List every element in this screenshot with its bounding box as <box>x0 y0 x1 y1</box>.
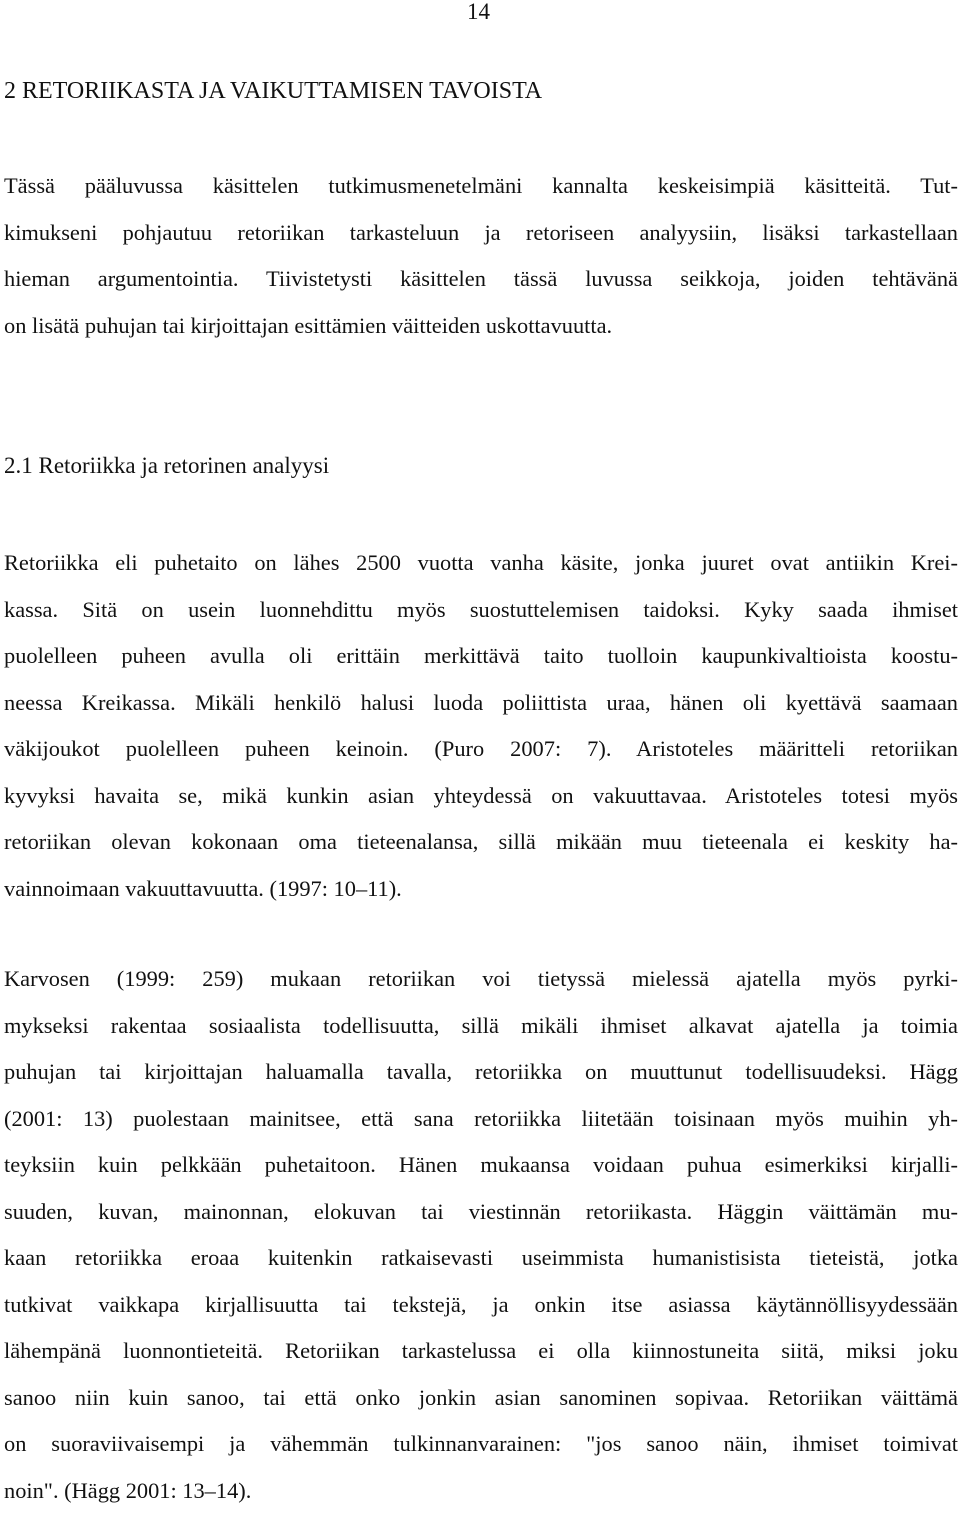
text-line: suuden, kuvan, mainonnan, elokuvan tai viestinnän retoriikasta. Häggin väittämän mu- <box>4 1189 958 1236</box>
chapter-heading: 2 RETORIIKASTA JA VAIKUTTAMISEN TAVOISTA <box>4 76 542 106</box>
text-line: Tässä pääluvussa käsittelen tutkimusmenetelmäni kannalta keskeisimpiä käsitteitä. Tut- <box>4 163 958 210</box>
text-line: vainnoimaan vakuuttavuutta. (1997: 10–11). <box>4 866 958 913</box>
text-line: neessa Kreikassa. Mikäli henkilö halusi luoda poliittista uraa, hänen oli kyettävä saamaan <box>4 680 958 727</box>
text-line: puhujan tai kirjoittajan haluamalla tavalla, retoriikka on muuttunut todellisuudeksi. Hägg <box>4 1049 958 1096</box>
text-line: on suoraviivaisempi ja vähemmän tulkinnanvarainen: "jos sanoo näin, ihmiset toimivat <box>4 1421 958 1468</box>
text-line: mykseksi rakentaa sosiaalista todellisuutta, sillä mikäli ihmiset alkavat ajatella ja toimia <box>4 1003 958 1050</box>
text-line: kassa. Sitä on usein luonnehdittu myös suostuttelemisen taidoksi. Kyky saada ihmiset <box>4 587 958 634</box>
text-line: retoriikan olevan kokonaan oma tieteenalansa, sillä mikään muu tieteenala ei keskity ha- <box>4 819 958 866</box>
section-heading: 2.1 Retoriikka ja retorinen analyysi <box>4 451 329 481</box>
text-line: (2001: 13) puolestaan mainitsee, että sana retoriikka liitetään toisinaan myös muihin yh- <box>4 1096 958 1143</box>
text-line: Karvosen (1999: 259) mukaan retoriikan voi tietyssä mielessä ajatella myös pyrki- <box>4 956 958 1003</box>
text-line: väkijoukot puolelleen puheen keinoin. (Puro 2007: 7). Aristoteles määritteli retoriikan <box>4 726 958 773</box>
text-line: noin". (Hägg 2001: 13–14). <box>4 1468 958 1514</box>
paragraph-rhetoric <box>4 540 958 912</box>
text-line: lähempänä luonnontieteitä. Retoriikan tarkastelussa ei olla kiinnostuneita siitä, miksi joku <box>4 1328 958 1375</box>
text-line: teyksiin kuin pelkkään puhetaitoon. Hänen mukaansa voidaan puhua esimerkiksi kirjalli- <box>4 1142 958 1189</box>
text-line: kaan retoriikka eroaa kuitenkin ratkaisevasti useimmista humanistisista tieteistä, jotka <box>4 1235 958 1282</box>
text-line: Retoriikka eli puhetaito on lähes 2500 vuotta vanha käsite, jonka juuret ovat antiikin Krei- <box>4 540 958 587</box>
paragraph-karvonen <box>4 956 958 1514</box>
text-line: hieman argumentointia. Tiivistetysti käsittelen tässä luvussa seikkoja, joiden tehtävänä <box>4 256 958 303</box>
text-line: kyvyksi havaita se, mikä kunkin asian yhteydessä on vakuuttavaa. Aristoteles totesi myös <box>4 773 958 820</box>
text-line: puolelleen puheen avulla oli erittäin merkittävä taito tuolloin kaupunkivaltioista koostu- <box>4 633 958 680</box>
text-line: tutkivat vaikkapa kirjallisuutta tai tekstejä, ja onkin itse asiassa käytännöllisyydessään <box>4 1282 958 1329</box>
paragraph-intro <box>4 163 958 349</box>
text-line: sanoo niin kuin sanoo, tai että onko jonkin asian sanominen sopivaa. Retoriikan väittämä <box>4 1375 958 1422</box>
text-line: kimukseni pohjautuu retoriikan tarkasteluun ja retoriseen analyysiin, lisäksi tarkastellaan <box>4 210 958 257</box>
page-number: 14 <box>467 0 490 26</box>
text-line: on lisätä puhujan tai kirjoittajan esittämien väitteiden uskottavuutta. <box>4 303 958 350</box>
